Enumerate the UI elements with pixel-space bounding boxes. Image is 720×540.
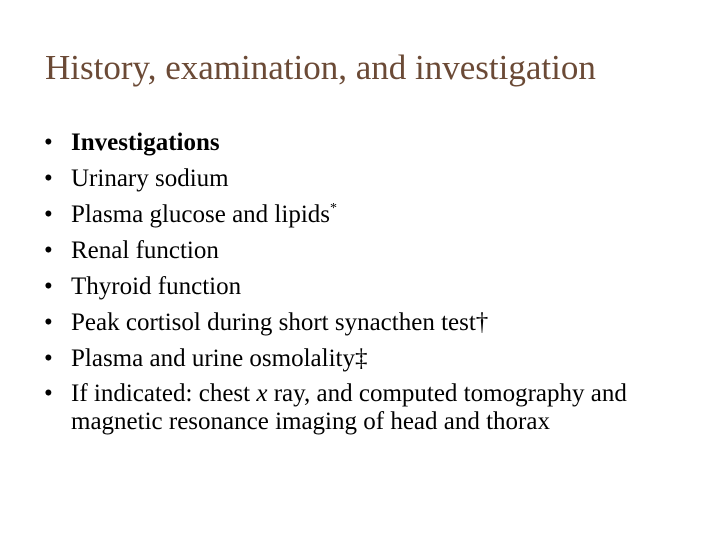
list-item-text: Plasma glucose and lipids: [71, 201, 330, 228]
bullet-icon: •: [44, 165, 53, 192]
list-item-text-italic: x: [256, 380, 268, 407]
list-item: [44, 200, 684, 230]
slide-title: History, examination, and investigation: [45, 48, 596, 87]
list-item: [44, 380, 684, 436]
list-item-text: Plasma and urine osmolality‡: [71, 345, 368, 372]
list-item-text: Urinary sodium: [71, 165, 229, 192]
list-item-text: Thyroid function: [71, 273, 242, 300]
list-item-text: Peak cortisol during short synacthen test†: [71, 309, 489, 336]
list-item-text: Investigations: [71, 129, 220, 156]
list-item-text-prefix: If indicated: chest: [71, 380, 257, 407]
list-item: [44, 344, 684, 374]
list-item-text: Renal function: [71, 237, 219, 264]
bullet-icon: •: [44, 380, 53, 407]
footnote-marker: *: [330, 201, 337, 216]
list-item: [44, 128, 684, 158]
list-item: [44, 164, 684, 194]
bullet-list: [44, 128, 684, 442]
list-item-text-suffix: ray, and computed tomography and magnetic resonance imaging of head and thorax: [71, 380, 627, 435]
bullet-icon: •: [44, 237, 53, 264]
bullet-icon: •: [44, 129, 53, 156]
list-item: [44, 272, 684, 302]
bullet-icon: •: [44, 309, 53, 336]
list-item: [44, 236, 684, 266]
bullet-icon: •: [44, 201, 53, 228]
list-item: [44, 308, 684, 338]
bullet-icon: •: [44, 273, 53, 300]
bullet-icon: •: [44, 345, 53, 372]
